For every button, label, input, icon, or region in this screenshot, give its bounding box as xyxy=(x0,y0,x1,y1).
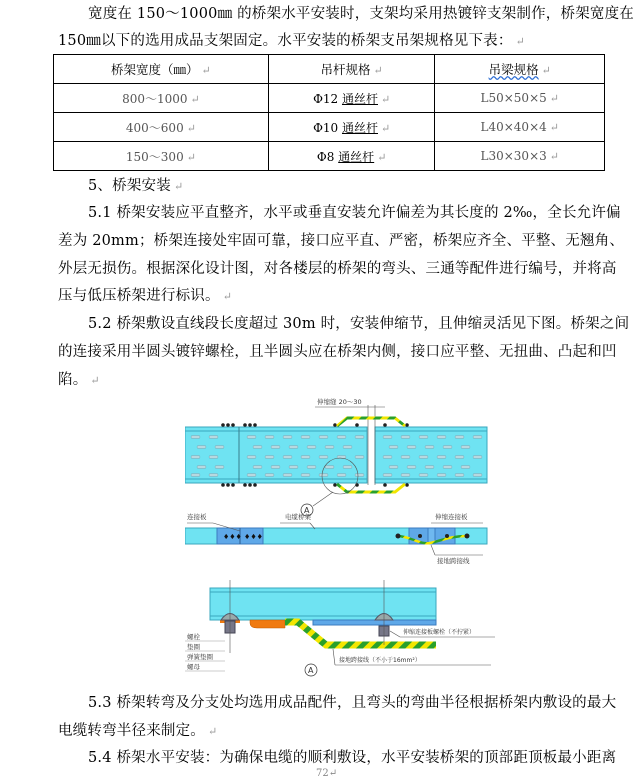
perforation-slot xyxy=(389,466,398,469)
expansion-joint-diagram xyxy=(185,395,495,680)
perforation-slot xyxy=(253,466,262,469)
perforation-slot xyxy=(191,456,200,459)
perforation-slot xyxy=(301,456,310,459)
header-rod-spec: 吊杆规格 ↵ xyxy=(268,55,435,84)
perforation-slot xyxy=(407,446,416,449)
perforation-slot xyxy=(425,466,434,469)
para-5-1-line-2: 差为 20mm；桥架连接处牢固可靠，接口应平直、严密，桥架应齐全、平整、无翘角、 xyxy=(58,233,625,249)
perforation-slot xyxy=(215,466,224,469)
perforation-slot xyxy=(337,474,346,477)
cell-rod: Φ10 通丝杆 ↵ xyxy=(268,113,435,142)
table-row xyxy=(54,142,605,171)
perforation-slot xyxy=(473,474,482,477)
cell-width: 400～600 ↵ xyxy=(54,113,269,142)
tray-detail xyxy=(210,588,436,620)
perforation-slot xyxy=(419,436,428,439)
text: 5、桥架安装 xyxy=(88,178,171,194)
perforation-slot xyxy=(443,446,452,449)
copper-lug xyxy=(250,620,285,628)
bolt xyxy=(243,483,247,487)
ground-jumper-bottom xyxy=(337,484,405,492)
perforation-slot xyxy=(283,456,292,459)
bolt xyxy=(226,483,230,487)
perforation-slot xyxy=(419,474,428,477)
perforation-slot xyxy=(247,436,256,439)
perforation-slot xyxy=(247,456,256,459)
perforation-slot xyxy=(247,474,256,477)
perforation-slot xyxy=(265,436,274,439)
perforation-slot xyxy=(401,436,410,439)
label-expansion-plate: 伸缩连接板 xyxy=(435,513,468,521)
perforation-slot xyxy=(355,474,364,477)
svg-text:♦♦♦ ♦♦♦: ♦♦♦ ♦♦♦ xyxy=(223,533,263,541)
page-number: 72↵ xyxy=(316,768,338,779)
perforation-slot xyxy=(401,456,410,459)
perforation-slot xyxy=(355,436,364,439)
perforation-slot xyxy=(461,466,470,469)
text: 宽度在 150～1000㎜ 的桥架水平安装时，支架均采用热镀锌支架制作，桥架宽度在 xyxy=(88,6,634,22)
label-washer: 垫圈 xyxy=(187,643,200,651)
cell-rod: Φ8 通丝杆 ↵ xyxy=(268,142,435,171)
bolt xyxy=(253,423,257,427)
perforation-slot xyxy=(407,466,416,469)
header-tray-width: 桥架宽度（㎜） ↵ xyxy=(54,55,269,84)
cell-beam: L40×40×4 ↵ xyxy=(435,113,605,142)
detail-a-caption: A xyxy=(308,666,314,675)
perforation-slot xyxy=(343,466,352,469)
paragraph-mark: ↵ xyxy=(515,35,525,48)
section-heading-5 xyxy=(58,173,603,200)
perforation-slot xyxy=(265,456,274,459)
cell-width: 150～300 ↵ xyxy=(54,142,269,171)
perforation-slot xyxy=(271,466,280,469)
label-connector-plate: 连接板 xyxy=(187,513,207,521)
label-spring-washer: 弹簧垫圈 xyxy=(187,653,213,661)
perforation-slot xyxy=(437,474,446,477)
perforation-slot xyxy=(455,474,464,477)
perforation-slot xyxy=(383,474,392,477)
perforation-slot xyxy=(419,456,428,459)
side-view xyxy=(185,512,487,565)
table-header-row xyxy=(54,55,605,84)
para-5-1-line-1: 5.1 桥架安装应平直整齐，水平或垂直安装允许偏差为其长度的 2‰，全长允许偏 xyxy=(88,205,621,221)
bolt xyxy=(383,423,387,427)
bolt xyxy=(248,423,252,427)
label-nut: 螺母 xyxy=(187,663,200,671)
perforation-slot xyxy=(307,466,316,469)
perforation-slot xyxy=(301,436,310,439)
perforation-slot xyxy=(473,436,482,439)
perforation-slot xyxy=(301,474,310,477)
perforation-slot xyxy=(197,446,206,449)
perforation-slot xyxy=(283,436,292,439)
label-bolt: 螺栓 xyxy=(187,633,200,641)
table-row xyxy=(54,84,605,113)
perforation-slot xyxy=(191,436,200,439)
perforation-slot xyxy=(437,436,446,439)
detail-label-a: A xyxy=(304,506,310,515)
perforation-slot xyxy=(383,436,392,439)
perforation-slot xyxy=(461,446,470,449)
para-5-1-line-3: 外层无损伤。根据深化设计图，对各楼层的桥架的弯头、三通等配件进行编号，并将高 xyxy=(58,261,617,277)
perforation-slot xyxy=(209,456,218,459)
bolt xyxy=(231,483,235,487)
perforation-slot xyxy=(319,456,328,459)
perforation-slot xyxy=(253,446,262,449)
para-5-2-line-1: 5.2 桥架敷设直线段长度超过 30m 时，安装伸缩节，且伸缩灵活见下图。桥架之间 xyxy=(88,316,630,332)
text: 150㎜以下的选用成品支架固定。水平安装的桥架支吊架规格见下表： xyxy=(58,33,513,49)
para-5-3-line-1: 5.3 桥架转弯及分支处均选用成品配件，且弯头的弯曲半径根据桥架内敷设的最大 xyxy=(88,695,617,711)
bolt xyxy=(248,483,252,487)
perforation-slot xyxy=(197,466,206,469)
perforation-slot xyxy=(215,446,224,449)
paragraph-mark: ↵ xyxy=(173,180,184,193)
perforation-slot xyxy=(473,456,482,459)
cell-width: 800～1000 ↵ xyxy=(54,84,269,113)
ground-jumper-top xyxy=(337,418,405,426)
cell-beam: L30×30×3 ↵ xyxy=(435,142,605,171)
para-5-1-line-4: 压与低压桥架进行标识。 ↵ xyxy=(58,288,233,304)
bolt xyxy=(221,483,225,487)
perforation-slot xyxy=(355,456,364,459)
perforation-slot xyxy=(455,436,464,439)
label-ground-jumper-spec: 接地跨接线（不小于16mm²） xyxy=(339,657,421,664)
bolt xyxy=(383,483,387,487)
perforation-slot xyxy=(307,446,316,449)
perforation-slot xyxy=(289,466,298,469)
perforation-slot xyxy=(319,436,328,439)
perforation-slot xyxy=(443,466,452,469)
perforation-slot xyxy=(325,446,334,449)
gap-label: 伸缩缝 20～30 xyxy=(317,398,362,406)
hanger-spec-table xyxy=(53,54,605,171)
cell-beam: L50×50×5 ↵ xyxy=(435,84,605,113)
para-5-2-line-2: 的连接采用半圆头镀锌螺栓，且半圆头应在桥架内侧，接口应平整、无扭曲、凸起和凹 xyxy=(58,344,617,360)
intro-paragraph-line-1 xyxy=(58,1,634,28)
detail-a-view xyxy=(185,580,495,676)
bolt xyxy=(231,423,235,427)
bolt xyxy=(253,483,257,487)
label-ground-jumper: 接地跨接线 xyxy=(437,557,470,565)
intro-paragraph-line-2 xyxy=(58,28,603,55)
perforation-slot xyxy=(289,446,298,449)
bolt xyxy=(355,423,359,427)
top-view xyxy=(185,397,487,516)
para-5-3-line-2: 电缆转弯半径来制定。 ↵ xyxy=(58,723,218,739)
perforation-slot xyxy=(455,456,464,459)
perforation-slot xyxy=(325,466,334,469)
perforation-slot xyxy=(401,474,410,477)
perforation-slot xyxy=(319,474,328,477)
perforation-slot xyxy=(271,446,280,449)
perforation-slot xyxy=(383,456,392,459)
header-beam-spec: 吊梁规格 ↵ xyxy=(435,55,605,84)
bolt xyxy=(226,423,230,427)
perforation-slot xyxy=(209,474,218,477)
cell-rod: Φ12 通丝杆 ↵ xyxy=(268,84,435,113)
bolt xyxy=(243,423,247,427)
para-5-4-line-1: 5.4 桥架水平安装：为确保电缆的顺利敷设，水平安装桥架的顶部距顶板最小距离 xyxy=(88,750,617,766)
table-row xyxy=(54,113,605,142)
perforation-slot xyxy=(437,456,446,459)
perforation-slot xyxy=(337,436,346,439)
perforation-slot xyxy=(209,436,218,439)
perforation-slot xyxy=(343,446,352,449)
perforation-slot xyxy=(425,446,434,449)
label-cable-tray: 电缆桥架 xyxy=(285,513,311,521)
label-expansion-bolt: 伸缩连接板螺栓（不拧紧） xyxy=(403,629,476,636)
para-5-2-line-3: 陷。 ↵ xyxy=(58,372,100,388)
perforation-slot xyxy=(265,474,274,477)
bolt xyxy=(221,423,225,427)
perforation-slot xyxy=(389,446,398,449)
perforation-slot xyxy=(191,474,200,477)
perforation-slot xyxy=(283,474,292,477)
